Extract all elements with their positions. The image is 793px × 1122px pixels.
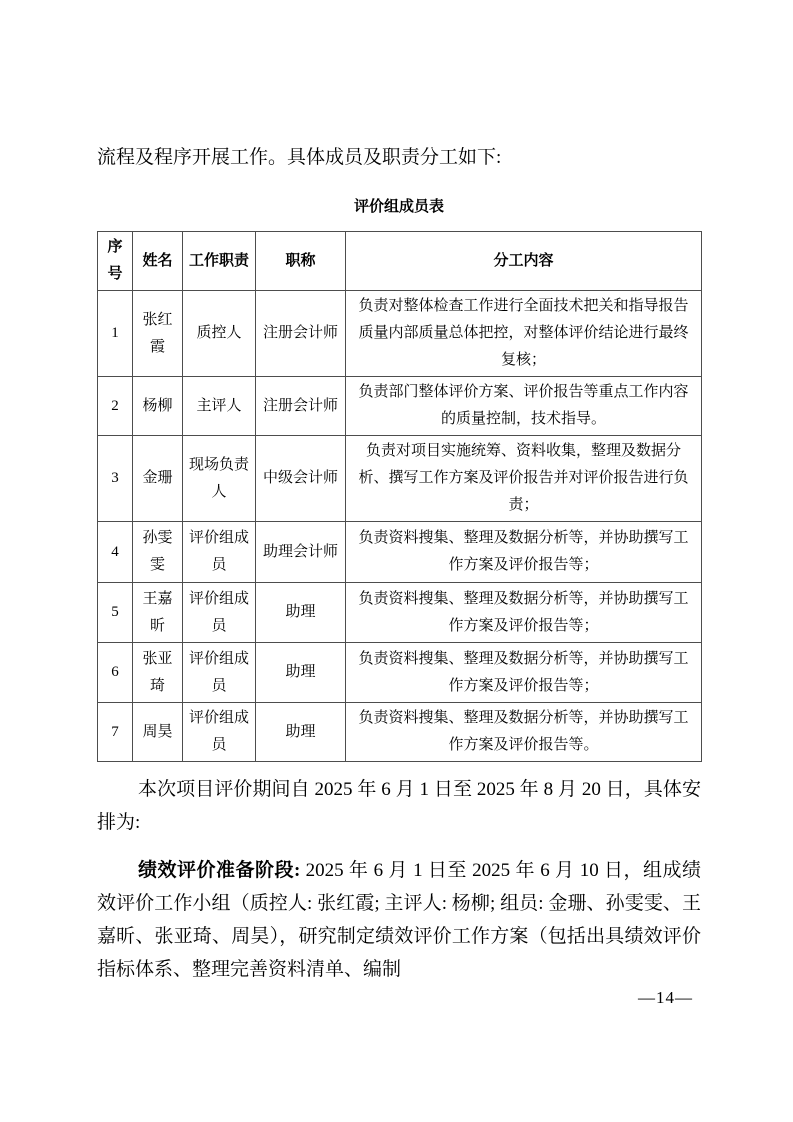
- table-row: [98, 583, 702, 643]
- cell-seq: 7: [98, 703, 133, 762]
- intro-paragraph: 流程及程序开展工作。具体成员及职责分工如下:: [97, 147, 502, 168]
- cell-name: 王嘉昕: [133, 583, 183, 643]
- cell-duty: 现场负责人: [183, 436, 256, 522]
- page-content: [97, 143, 701, 986]
- phase1-paragraph: [97, 854, 701, 986]
- cell-title: 助理会计师: [256, 522, 346, 583]
- cell-content: 负责资料搜集、整理及数据分析等，并协助撰写工作方案及评价报告等；: [346, 522, 702, 583]
- table-row: [98, 291, 702, 377]
- cell-content: 负责对项目实施统筹、资料收集，整理及数据分析、撰写工作方案及评价报告并对评价报告进行负责；: [346, 436, 702, 522]
- cell-duty: 评价组成员: [183, 703, 256, 762]
- cell-duty: 评价组成员: [183, 643, 256, 703]
- header-content: 分工内容: [346, 232, 702, 291]
- cell-seq: 1: [98, 291, 133, 377]
- cell-content: 负责资料搜集、整理及数据分析等，并协助撰写工作方案及评价报告等；: [346, 643, 702, 703]
- cell-seq: 6: [98, 643, 133, 703]
- page-number: —14—: [638, 988, 693, 1007]
- cell-duty: 评价组成员: [183, 522, 256, 583]
- cell-title: 注册会计师: [256, 377, 346, 436]
- cell-duty: 质控人: [183, 291, 256, 377]
- cell-seq: 4: [98, 522, 133, 583]
- cell-content: 负责资料搜集、整理及数据分析等，并协助撰写工作方案及评价报告等；: [346, 583, 702, 643]
- table-row: [98, 436, 702, 522]
- cell-seq: 5: [98, 583, 133, 643]
- table-row: [98, 703, 702, 762]
- table-row: [98, 377, 702, 436]
- cell-duty: 评价组成员: [183, 583, 256, 643]
- table-title: 评价组成员表: [353, 199, 444, 215]
- cell-content: 负责资料搜集、整理及数据分析等，并协助撰写工作方案及评价报告等。: [346, 703, 702, 762]
- cell-name: 张亚琦: [133, 643, 183, 703]
- cell-title: 助理: [256, 583, 346, 643]
- cell-duty: 主评人: [183, 377, 256, 436]
- cell-title: 中级会计师: [256, 436, 346, 522]
- phase1-label: 绩效评价准备阶段:: [138, 860, 301, 881]
- cell-name: 孙雯雯: [133, 522, 183, 583]
- header-name: 姓名: [133, 232, 183, 291]
- cell-content: 负责部门整体评价方案、评价报告等重点工作内容的质量控制，技术指导。: [346, 377, 702, 436]
- phase1-text: 2025 年 6 月 1 日至 2025 年 6 月 10 日，组成绩效评价工作小组（质控人: 张红霞; 主评人: 杨柳; 组员: 金珊、孙雯雯、王嘉昕、张亚琦、周昊），研究制定绩效评价工作方案（包括出具绩效评价指标体系、整理完善资料清单、编制: [97, 860, 701, 980]
- table-row: [98, 643, 702, 703]
- table-row: [98, 522, 702, 583]
- cell-title: 助理: [256, 703, 346, 762]
- cell-name: 张红霞: [133, 291, 183, 377]
- cell-name: 金珊: [133, 436, 183, 522]
- header-seq: 序号: [98, 232, 133, 291]
- cell-name: 杨柳: [133, 377, 183, 436]
- cell-content: 负责对整体检查工作进行全面技术把关和指导报告质量内部质量总体把控，对整体评价结论进行最终复核；: [346, 291, 702, 377]
- cell-title: 助理: [256, 643, 346, 703]
- cell-name: 周昊: [133, 703, 183, 762]
- schedule-paragraph: 本次项目评价期间自 2025 年 6 月 1 日至 2025 年 8 月 20 日，具体安排为:: [97, 779, 701, 833]
- cell-title: 注册会计师: [256, 291, 346, 377]
- table-header-row: [98, 232, 702, 291]
- members-table: [97, 231, 702, 762]
- header-title: 职称: [256, 232, 346, 291]
- cell-seq: 2: [98, 377, 133, 436]
- cell-seq: 3: [98, 436, 133, 522]
- header-duty: 工作职责: [183, 232, 256, 291]
